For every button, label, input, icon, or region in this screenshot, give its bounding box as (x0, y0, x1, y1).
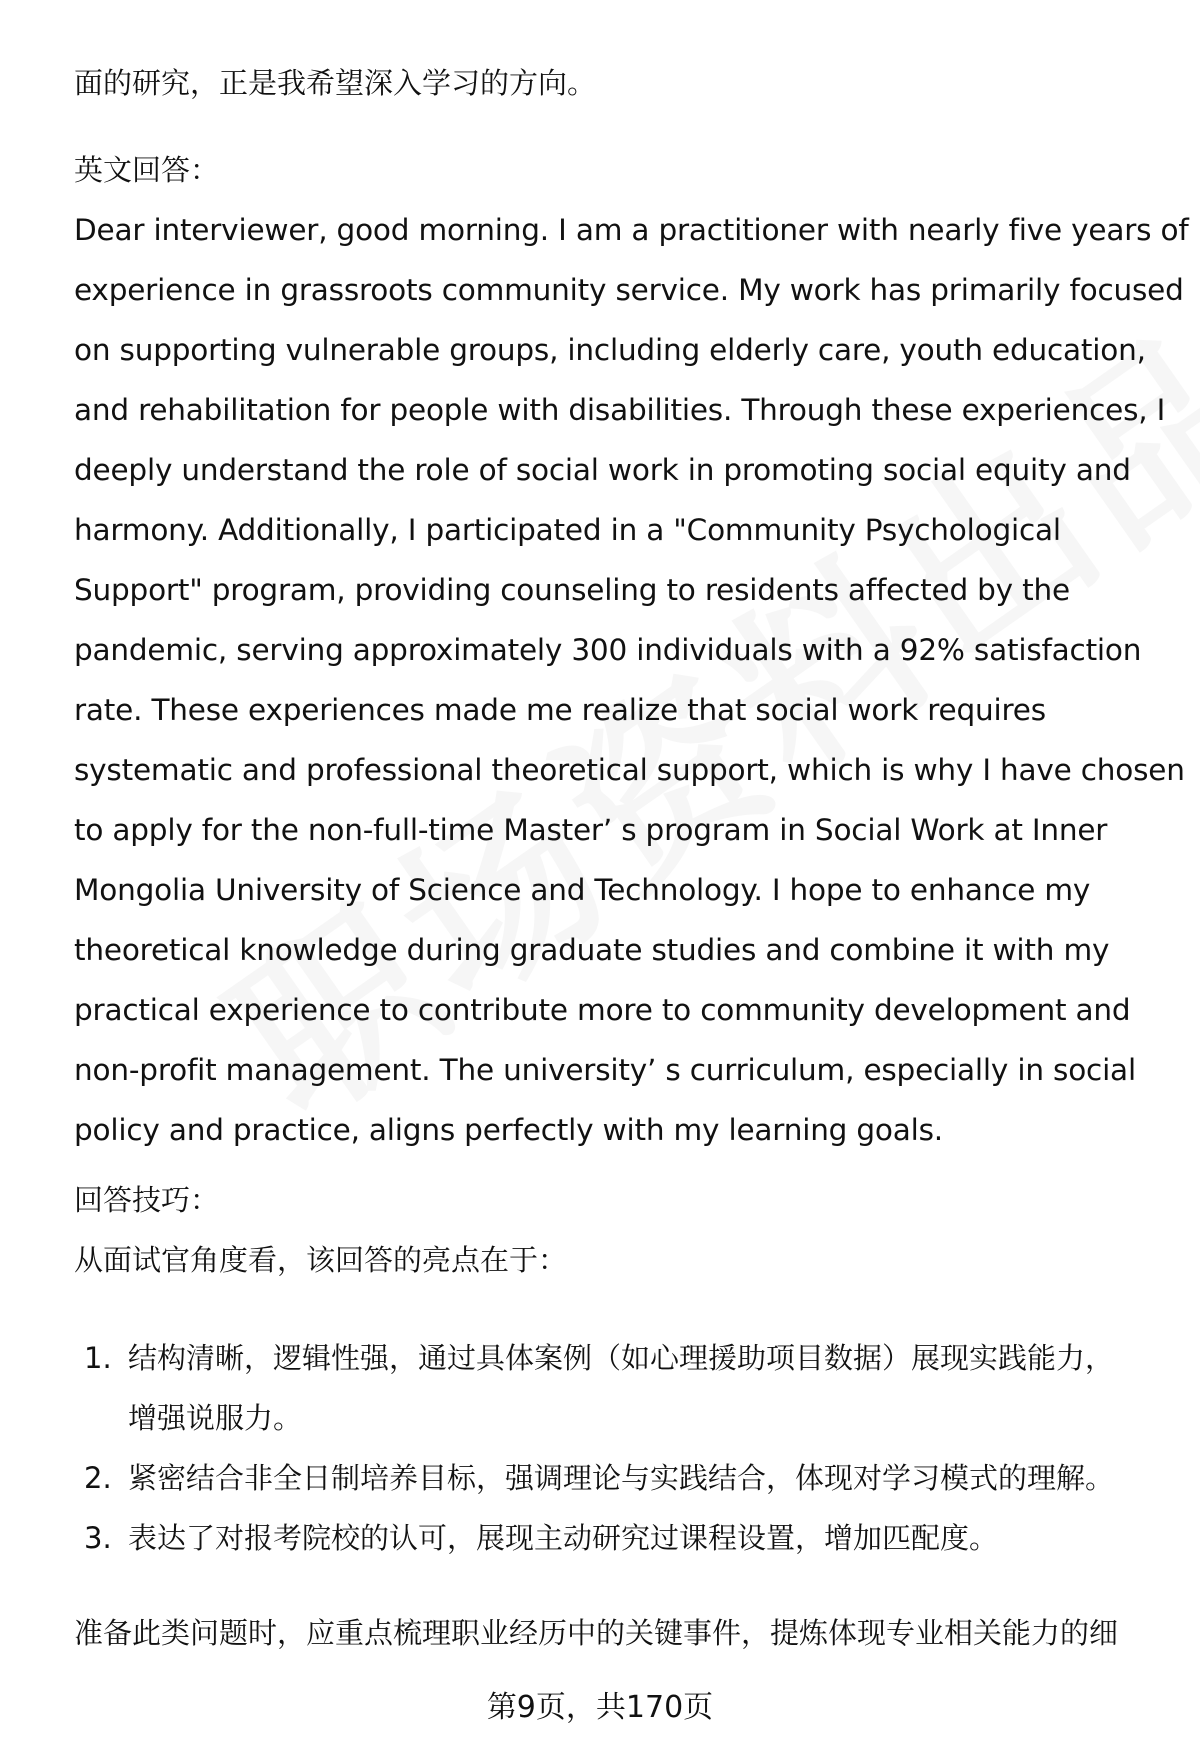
list-item (84, 1328, 1164, 1448)
list-line: 表达了对报考院校的认可，展现主动研究过课程设置，增加匹配度。 (128, 1521, 999, 1555)
list-line: 结构清晰，逻辑性强，通过具体案例（如心理援助项目数据）展现实践能力， (128, 1341, 1115, 1375)
answer-line: to apply for the non-full-time Master’ s program in Social Work at Inner (74, 813, 1108, 847)
list-number: 2. (84, 1461, 112, 1495)
answer-line: pandemic, serving approximately 300 individuals with a 92% satisfaction (74, 633, 1142, 667)
answer-line: Dear interviewer, good morning. I am a practitioner with nearly five years of (74, 213, 1189, 247)
answer-line: deeply understand the role of social work in promoting social equity and (74, 453, 1131, 487)
answer-line: and rehabilitation for people with disabilities. Through these experiences, I (74, 393, 1166, 427)
page-number: 第9页，共170页 (486, 1690, 714, 1725)
list-number: 3. (84, 1521, 112, 1555)
list-item (84, 1508, 1164, 1568)
answer-line: theoretical knowledge during graduate studies and combine it with my (74, 933, 1110, 967)
closing-paragraph (74, 1603, 1164, 1663)
answer-tips-section (74, 1170, 1164, 1290)
page-footer (0, 1678, 1200, 1738)
list-item-text (128, 1328, 1164, 1448)
tips-list (84, 1328, 1164, 1568)
list-item (84, 1448, 1164, 1508)
intro-paragraph (74, 53, 1164, 113)
list-number: 1. (84, 1341, 112, 1375)
english-answer-text (74, 200, 1189, 1160)
answer-line: harmony. Additionally, I participated in a "Community Psychological (74, 513, 1061, 547)
answer-line: policy and practice, aligns perfectly with my learning goals. (74, 1113, 943, 1147)
tips-intro: 从面试官角度看，该回答的亮点在于： (74, 1243, 568, 1277)
closing-line: 准备此类问题时，应重点梳理职业经历中的关键事件，提炼体现专业相关能力的细 (74, 1616, 1119, 1650)
list-line: 紧密结合非全日制培养目标，强调理论与实践结合，体现对学习模式的理解。 (128, 1461, 1115, 1495)
answer-line: systematic and professional theoretical support, which is why I have chosen (74, 753, 1185, 787)
answer-line: non-profit management. The university’ s curriculum, especially in social (74, 1053, 1136, 1087)
english-answer-section (74, 140, 1189, 1160)
english-answer-label: 英文回答： (74, 153, 220, 187)
tips-label: 回答技巧： (74, 1183, 220, 1217)
answer-line: experience in grassroots community service. My work has primarily focused (74, 273, 1184, 307)
list-item-text (128, 1448, 1164, 1508)
intro-line: 面的研究，正是我希望深入学习的方向。 (74, 66, 597, 100)
answer-line: on supporting vulnerable groups, including elderly care, youth education, (74, 333, 1146, 367)
list-item-text (128, 1508, 1164, 1568)
answer-line: Mongolia University of Science and Technology. I hope to enhance my (74, 873, 1091, 907)
answer-line: rate. These experiences made me realize that social work requires (74, 693, 1046, 727)
answer-line: Support" program, providing counseling to residents affected by the (74, 573, 1070, 607)
answer-line: practical experience to contribute more to community development and (74, 993, 1131, 1027)
list-line: 增强说服力。 (128, 1401, 303, 1435)
